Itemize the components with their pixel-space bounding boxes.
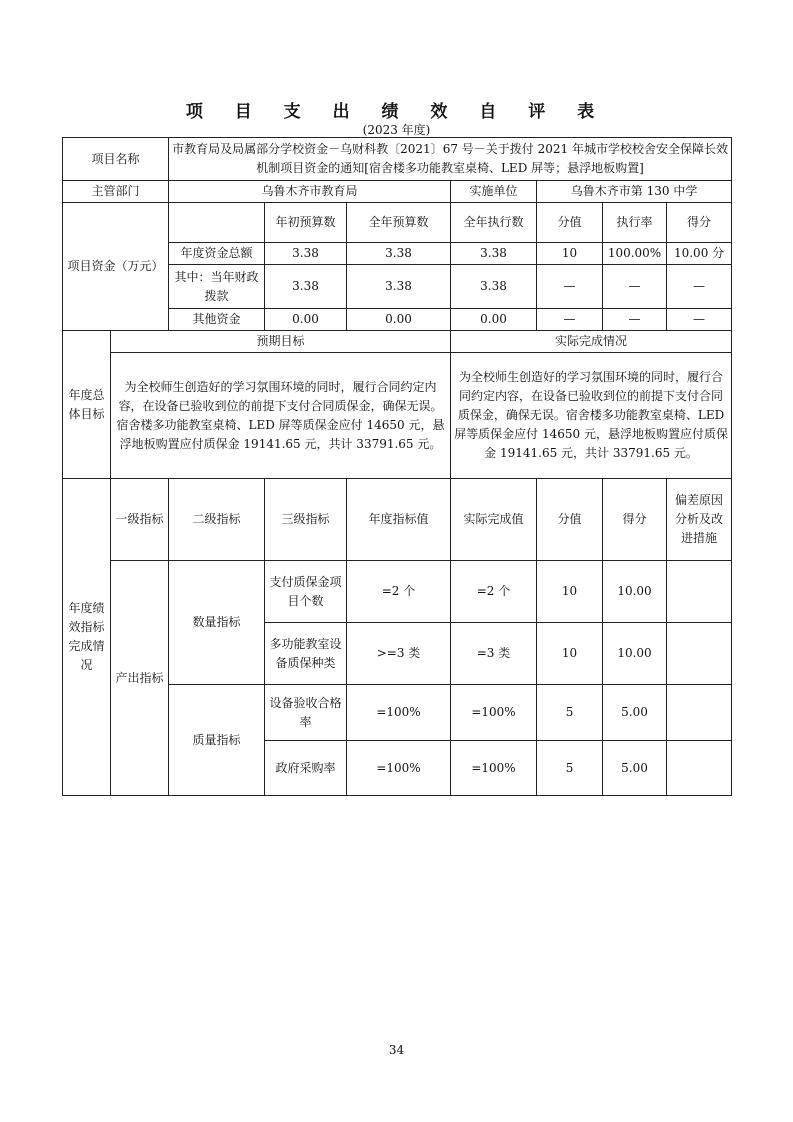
indicator-score: 10.00 <box>603 623 667 685</box>
indicator-header-row <box>63 479 732 561</box>
actual-goal-header: 实际完成情况 <box>451 331 732 353</box>
funds-cell: — <box>603 309 667 331</box>
expected-goal-text: 为全校师生创造好的学习氛围环境的同时，履行合同约定内容，在设备已验收到位的前提下支付合同质保金，确保无误。宿舍楼多功能教室桌椅、LED 屏等质保金应付 14650 元，悬浮地板购置应付质保金 19141.65 元，共计 33791.65 元。 <box>111 353 451 479</box>
indicator-header-level2: 二级指标 <box>169 479 265 561</box>
indicator-score-value: 5 <box>537 741 603 796</box>
indicator-score: 5.00 <box>603 685 667 741</box>
indicator-header-actual: 实际完成值 <box>451 479 537 561</box>
indicator-target: =100% <box>347 685 451 741</box>
goals-label: 年度总体目标 <box>63 331 111 479</box>
indicator-score-value: 5 <box>537 685 603 741</box>
funds-cell: 3.38 <box>347 265 451 309</box>
funds-header-row <box>63 203 732 243</box>
indicator-level3: 政府采购率 <box>265 741 347 796</box>
indicator-deviation <box>667 623 732 685</box>
indicator-deviation <box>667 741 732 796</box>
funds-cell: 100.00% <box>603 243 667 265</box>
funds-label: 项目资金（万元） <box>63 203 169 331</box>
evaluation-table <box>62 137 732 796</box>
page-number: 34 <box>388 1043 405 1057</box>
funds-row-label: 年度资金总额 <box>169 243 265 265</box>
indicator-level2: 数量指标 <box>169 561 265 685</box>
project-name-row <box>63 138 732 181</box>
indicator-score: 10.00 <box>603 561 667 623</box>
project-name-value: 市教育局及局属部分学校资金－乌财科教〔2021〕67 号－关于拨付 2021 年城市学校校舍安全保障长效机制项目资金的通知[宿舍楼多功能教室桌椅、LED 屏等；悬浮地板购置] <box>169 138 732 181</box>
indicator-actual: =100% <box>451 685 537 741</box>
funds-header-executed: 全年执行数 <box>451 203 537 243</box>
indicator-deviation <box>667 685 732 741</box>
indicator-score-value: 10 <box>537 561 603 623</box>
indicator-row <box>63 561 732 623</box>
funds-cell: 0.00 <box>451 309 537 331</box>
indicator-header-deviation: 偏差原因分析及改进措施 <box>667 479 732 561</box>
funds-cell: 3.38 <box>347 243 451 265</box>
indicator-level3: 设备验收合格率 <box>265 685 347 741</box>
department-value: 乌鲁木齐市教育局 <box>169 181 451 203</box>
indicators-label: 年度绩效指标完成情况 <box>63 479 111 796</box>
funds-header-score: 得分 <box>667 203 732 243</box>
funds-cell: 10.00 分 <box>667 243 732 265</box>
indicator-header-level1: 一级指标 <box>111 479 169 561</box>
funds-row-label: 其他资金 <box>169 309 265 331</box>
indicator-header-score: 得分 <box>603 479 667 561</box>
indicator-actual: =2 个 <box>451 561 537 623</box>
funds-cell: 0.00 <box>265 309 347 331</box>
funds-cell: — <box>667 265 732 309</box>
funds-cell: 10 <box>537 243 603 265</box>
project-name-label: 项目名称 <box>63 138 169 181</box>
goals-header-row <box>63 331 732 353</box>
department-label: 主管部门 <box>63 181 169 203</box>
implementing-unit-value: 乌鲁木齐市第 130 中学 <box>537 181 732 203</box>
funds-header-execution-rate: 执行率 <box>603 203 667 243</box>
indicator-score-value: 10 <box>537 623 603 685</box>
indicator-level3: 多功能教室设备质保种类 <box>265 623 347 685</box>
indicator-level3: 支付质保金项目个数 <box>265 561 347 623</box>
report-year: (2023 年度) <box>362 123 431 137</box>
funds-cell: — <box>603 265 667 309</box>
indicator-header-score-value: 分值 <box>537 479 603 561</box>
funds-header-blank <box>169 203 265 243</box>
department-row <box>63 181 732 203</box>
funds-cell: 3.38 <box>451 265 537 309</box>
indicator-header-target: 年度指标值 <box>347 479 451 561</box>
indicator-level1: 产出指标 <box>111 561 169 796</box>
funds-cell: 0.00 <box>347 309 451 331</box>
indicator-deviation <box>667 561 732 623</box>
funds-header-initial-budget: 年初预算数 <box>265 203 347 243</box>
expected-goal-header: 预期目标 <box>111 331 451 353</box>
goals-text-row <box>63 353 732 479</box>
indicator-score: 5.00 <box>603 741 667 796</box>
indicator-header-level3: 三级指标 <box>265 479 347 561</box>
implementing-unit-label: 实施单位 <box>451 181 537 203</box>
funds-cell: 3.38 <box>265 243 347 265</box>
funds-cell: — <box>537 309 603 331</box>
indicator-actual: =100% <box>451 741 537 796</box>
indicator-target: >=3 类 <box>347 623 451 685</box>
actual-goal-text: 为全校师生创造好的学习氛围环境的同时，履行合同约定内容，在设备已验收到位的前提下支付合同质保金，确保无误。宿舍楼多功能教室桌椅、LED 屏等质保金应付 14650 元，悬浮地板购置应付质保金 19141.65 元，共计 33791.65 元。 <box>451 353 732 479</box>
funds-header-score-value: 分值 <box>537 203 603 243</box>
page-title: 项 目 支 出 绩 效 自 评 表 <box>185 102 608 122</box>
indicator-target: =100% <box>347 741 451 796</box>
funds-cell: — <box>537 265 603 309</box>
funds-cell: 3.38 <box>451 243 537 265</box>
funds-cell: 3.38 <box>265 265 347 309</box>
funds-cell: — <box>667 309 732 331</box>
indicator-actual: =3 类 <box>451 623 537 685</box>
funds-row-label: 其中：当年财政拨款 <box>169 265 265 309</box>
indicator-target: =2 个 <box>347 561 451 623</box>
indicator-level2: 质量指标 <box>169 685 265 796</box>
funds-header-annual-budget: 全年预算数 <box>347 203 451 243</box>
